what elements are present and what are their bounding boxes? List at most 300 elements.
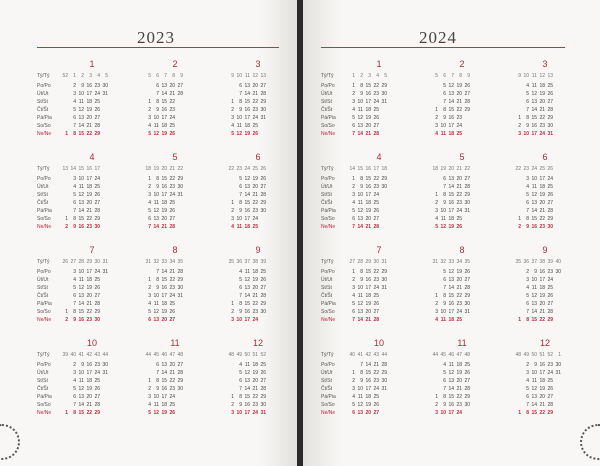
day-cell: 3 [231,317,234,323]
week-number: 20 [448,166,454,172]
day-cell [226,175,234,183]
day-cell: 27 [260,184,266,190]
day-row [226,268,290,276]
day-cell: 12 [153,131,159,137]
week-number: 16 [365,166,371,172]
day-cell: 26 [94,107,100,113]
day-cell: 29 [381,83,387,89]
week-number: 21 [169,166,175,172]
day-row [226,308,290,316]
day-cell: 18 [539,378,545,384]
sunday-row [430,409,494,417]
day-cell: 5 [526,386,529,392]
month-5 [143,151,207,231]
weekday-label: Ne/Ne [321,224,336,230]
day-cell: 20 [539,394,545,400]
day-cell: 7 [239,192,242,198]
day-row [143,122,207,130]
month-grid [513,258,577,324]
day-cell: 15 [78,410,84,416]
day-cell: 24 [373,99,379,105]
sunday-row [347,409,411,417]
day-cell: 16 [448,115,454,121]
day-cell: 11 [153,200,159,206]
day-cell: 27 [177,362,183,368]
month-1 [60,58,124,138]
day-row [60,183,124,191]
day-cell [430,175,438,183]
day-cell [226,82,234,90]
year-title: 2024 [419,28,457,47]
day-row [513,98,577,106]
day-cell: 9 [81,83,84,89]
day-cell: 9 [239,402,242,408]
day-cell [553,377,561,385]
day-cell: 17 [161,394,167,400]
day-cell: 25 [547,285,553,291]
week-number: 31 [432,259,438,265]
day-cell: 31 [464,309,470,315]
week-number: 37 [244,259,250,265]
day-cell [379,409,387,417]
day-cell: 5 [239,176,242,182]
day-row [430,175,494,183]
weekday-label: Út/Ut [37,277,49,283]
day-row [60,122,124,130]
day-cell: 27 [260,83,266,89]
day-cell: 29 [381,176,387,182]
day-cell: 6 [73,200,76,206]
day-cell: 3 [518,131,521,137]
day-cell: 25 [547,83,553,89]
day-cell: 15 [365,269,371,275]
day-cell [258,316,266,324]
day-cell: 3 [352,386,355,392]
day-cell: 12 [357,208,363,214]
day-cell [513,401,521,409]
day-row [347,183,411,191]
day-row [60,284,124,292]
weekday-labels [37,351,59,417]
week-number: 35 [228,259,234,265]
day-cell: 13 [244,83,250,89]
title-rule [321,47,565,48]
day-cell: 12 [78,386,84,392]
day-cell: 28 [547,208,553,214]
day-cell: 29 [464,107,470,113]
month-number: 9 [255,245,261,255]
weekday-label: St/St [321,378,332,384]
day-cell: 25 [547,184,553,190]
day-cell: 8 [526,410,529,416]
day-row [143,191,207,199]
day-cell: 23 [373,277,379,283]
day-row [60,207,124,215]
day-cell: 10 [78,269,84,275]
day-cell: 13 [531,200,537,206]
day-cell: 29 [94,410,100,416]
week-number: 45 [153,352,159,358]
day-cell [60,191,68,199]
day-row [513,276,577,284]
day-cell: 2 [148,285,151,291]
day-cell: 6 [352,216,355,222]
day-row [143,114,207,122]
day-cell: 23 [169,386,175,392]
day-cell [379,114,387,122]
week-number: 25 [539,166,545,172]
week-number: 9 [518,73,521,79]
day-cell: 18 [448,216,454,222]
day-row [347,292,411,300]
week-number: 42 [86,352,92,358]
month-number: 6 [542,152,548,162]
quarter-row [0,151,297,230]
day-cell: 3 [526,370,529,376]
day-cell: 16 [365,184,371,190]
day-cell: 12 [153,309,159,315]
day-cell [143,268,151,276]
day-cell: 19 [86,107,92,113]
day-cell: 27 [373,309,379,315]
day-cell: 21 [456,99,462,105]
day-cell: 15 [531,317,537,323]
day-cell [226,377,234,385]
quarter-row [0,244,297,323]
day-cell: 14 [161,91,167,97]
day-cell: 8 [443,293,446,299]
day-cell: 14 [357,131,363,137]
day-cell [100,316,108,324]
day-cell: 10 [357,285,363,291]
day-cell: 15 [78,216,84,222]
day-cell: 11 [78,277,84,283]
day-cell: 30 [464,402,470,408]
day-cell: 19 [244,131,250,137]
day-cell: 25 [94,184,100,190]
day-cell: 4 [526,378,529,384]
day-cell [379,130,387,138]
week-number: 22 [177,166,183,172]
day-cell: 6 [526,394,529,400]
day-cell: 3 [352,192,355,198]
day-cell: 24 [252,317,258,323]
day-cell: 26 [169,131,175,137]
day-cell: 30 [555,269,561,275]
title-rule [37,47,279,48]
day-cell [379,393,387,401]
weekday-label: Tý/Tý [37,73,50,79]
day-cell: 18 [86,277,92,283]
day-row [226,122,290,130]
day-cell: 1 [435,192,438,198]
day-cell: 16 [244,309,250,315]
day-cell: 27 [177,83,183,89]
day-cell: 9 [73,224,76,230]
day-cell: 30 [381,378,387,384]
week-number: 48 [177,352,183,358]
day-row [347,308,411,316]
month-7 [60,244,124,324]
weekday-label: Tý/Tý [37,166,50,172]
day-cell: 5 [148,208,151,214]
day-row [347,114,411,122]
day-cell: 6 [73,115,76,121]
day-cell: 19 [448,224,454,230]
week-number: 31 [145,259,151,265]
day-row [430,276,494,284]
day-cell: 9 [443,200,446,206]
day-cell: 4 [526,285,529,291]
day-cell [553,300,561,308]
day-cell: 22 [86,131,92,137]
day-cell [553,308,561,316]
day-row [347,82,411,90]
day-cell: 9 [443,115,446,121]
week-number: 18 [145,166,151,172]
day-row [226,199,290,207]
day-cell: 22 [456,192,462,198]
day-cell [226,385,234,393]
sunday-row [60,316,124,324]
day-cell: 15 [531,216,537,222]
day-cell: 21 [169,91,175,97]
day-row [226,215,290,223]
month-3 [226,58,290,138]
day-cell [100,377,108,385]
week-number: 6 [156,73,159,79]
day-row [347,284,411,292]
day-cell: 16 [365,277,371,283]
day-cell: 25 [456,317,462,323]
week-number: 5 [435,73,438,79]
day-row [60,106,124,114]
day-cell: 22 [456,394,462,400]
week-number: 3 [89,73,92,79]
day-cell: 2 [435,200,438,206]
day-cell: 12 [531,91,537,97]
day-cell: 2 [526,362,529,368]
day-cell: 30 [102,362,108,368]
day-cell: 9 [443,301,446,307]
day-cell [60,98,68,106]
day-cell [430,183,438,191]
day-cell: 8 [239,99,242,105]
week-number: 9 [231,73,234,79]
week-number: 41 [78,352,84,358]
day-cell: 9 [73,317,76,323]
day-cell: 11 [236,123,242,129]
week-number: 51 [252,352,258,358]
day-row [430,393,494,401]
day-cell: 12 [448,83,454,89]
day-cell: 3 [435,208,438,214]
day-cell: 30 [102,83,108,89]
week-number-row [60,258,124,266]
day-cell: 23 [456,402,462,408]
day-cell: 6 [443,176,446,182]
day-cell: 19 [161,410,167,416]
day-cell: 20 [161,216,167,222]
day-cell: 7 [352,131,355,137]
day-cell: 31 [381,99,387,105]
day-row [143,393,207,401]
day-cell: 7 [443,184,446,190]
day-row [143,401,207,409]
day-cell [513,175,521,183]
day-cell [143,90,151,98]
week-number: 22 [228,166,234,172]
week-number: 4 [376,73,379,79]
sunday-row [226,409,290,417]
week-number: 8 [172,73,175,79]
day-cell: 3 [526,277,529,283]
day-cell: 2 [435,402,438,408]
day-cell [430,90,438,98]
day-row [226,369,290,377]
day-row [430,199,494,207]
day-cell [100,409,108,417]
day-row [347,215,411,223]
day-cell: 20 [365,123,371,129]
day-cell: 21 [365,224,371,230]
sunday-row [430,223,494,231]
day-cell: 13 [357,410,363,416]
day-cell: 24 [169,293,175,299]
weekday-label: Tý/Tý [37,259,50,265]
week-number-row [60,165,124,173]
weekday-label: So/So [37,402,51,408]
weekday-label: Pá/Pia [321,301,336,307]
day-row [347,369,411,377]
day-row [60,215,124,223]
day-cell: 25 [252,123,258,129]
weekday-label: St/St [321,192,332,198]
day-cell: 27 [260,285,266,291]
day-cell: 5 [73,107,76,113]
day-cell [60,369,68,377]
day-cell: 6 [239,83,242,89]
day-row [513,300,577,308]
day-cell [553,316,561,324]
day-cell [100,98,108,106]
day-cell: 2 [73,83,76,89]
day-cell: 18 [161,200,167,206]
day-cell: 30 [260,402,266,408]
day-cell [143,369,151,377]
day-cell: 26 [547,192,553,198]
day-cell: 1 [231,200,234,206]
day-row [347,268,411,276]
week-number: 46 [448,352,454,358]
day-cell [258,215,266,223]
day-cell: 7 [239,293,242,299]
day-cell: 4 [73,277,76,283]
day-cell: 4 [73,99,76,105]
day-cell [379,316,387,324]
day-cell: 14 [531,309,537,315]
day-cell [462,122,470,130]
day-cell: 20 [365,309,371,315]
day-cell [175,106,183,114]
day-cell: 28 [177,269,183,275]
day-cell [553,276,561,284]
day-cell: 28 [547,402,553,408]
week-number: 12 [252,73,258,79]
day-cell: 16 [161,285,167,291]
day-cell: 10 [153,394,159,400]
week-number: 26 [260,166,266,172]
day-cell [60,401,68,409]
day-cell [513,98,521,106]
month-11 [430,337,494,417]
day-row [347,98,411,106]
day-cell: 23 [456,115,462,121]
day-cell: 10 [236,410,242,416]
week-number: 14 [349,166,355,172]
day-cell: 21 [373,362,379,368]
day-cell: 9 [156,107,159,113]
week-number: 5 [105,73,108,79]
day-cell: 17 [86,176,92,182]
week-number: 52 [62,73,68,79]
day-cell [430,361,438,369]
day-cell: 13 [357,216,363,222]
day-row [513,106,577,114]
day-cell: 29 [260,99,266,105]
day-cell: 27 [373,410,379,416]
day-cell: 19 [86,386,92,392]
day-row [430,300,494,308]
day-cell: 9 [81,362,84,368]
day-cell: 20 [539,200,545,206]
day-cell: 2 [352,91,355,97]
sunday-row [143,316,207,324]
day-cell: 16 [244,208,250,214]
day-cell: 17 [448,410,454,416]
day-cell [175,98,183,106]
day-cell: 22 [539,216,545,222]
day-cell: 29 [260,394,266,400]
week-number: 48 [228,352,234,358]
week-number: 44 [102,352,108,358]
day-cell: 17 [365,386,371,392]
week-number-row [143,258,207,266]
weekday-label: Po/Po [37,176,51,182]
day-cell: 3 [435,123,438,129]
day-row [143,369,207,377]
day-cell: 21 [86,301,92,307]
day-cell: 21 [539,402,545,408]
weekday-label: So/So [321,309,335,315]
day-cell: 3 [435,410,438,416]
month-number: 5 [172,152,178,162]
day-cell: 27 [169,216,175,222]
day-cell: 7 [360,362,363,368]
weekday-label: Út/Ut [37,184,49,190]
weekday-label: Po/Po [321,362,335,368]
day-row [226,175,290,183]
day-cell: 18 [539,83,545,89]
day-cell: 3 [73,91,76,97]
day-cell: 8 [156,277,159,283]
day-cell: 22 [169,99,175,105]
day-cell: 23 [456,301,462,307]
day-cell: 27 [94,293,100,299]
day-cell [226,284,234,292]
day-cell [553,284,561,292]
day-cell: 25 [94,99,100,105]
